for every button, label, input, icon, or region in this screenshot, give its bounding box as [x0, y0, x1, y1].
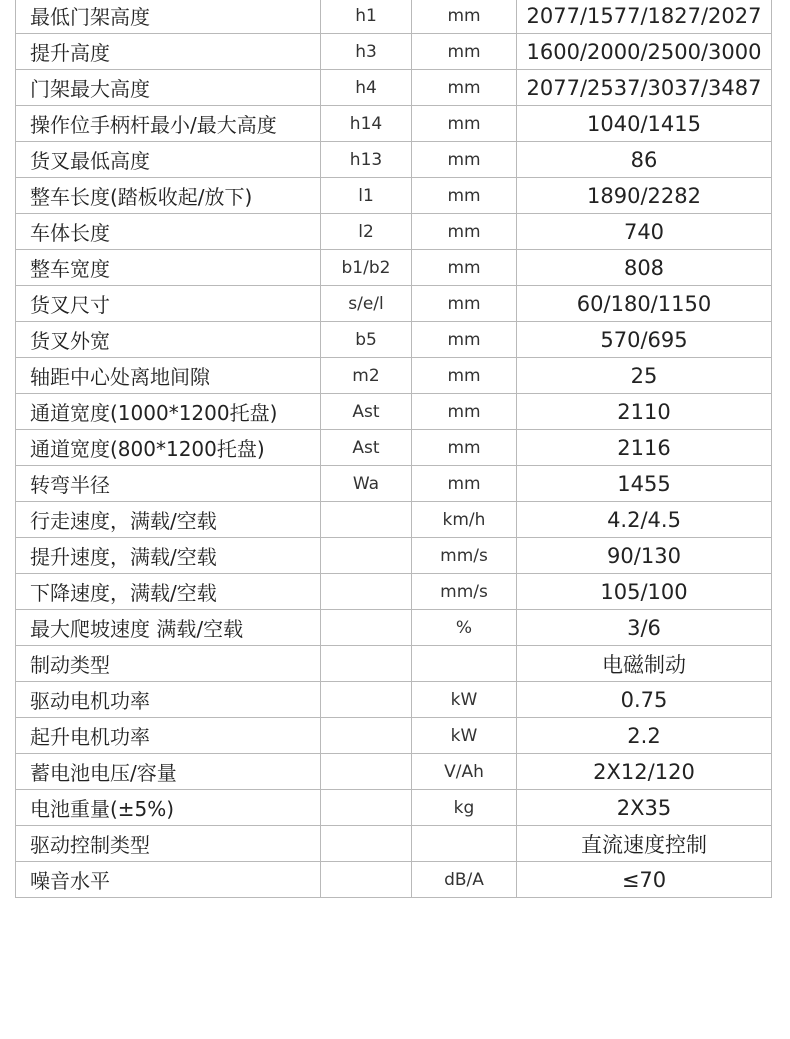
- value-cell: 3/6: [517, 610, 772, 646]
- value-cell: 105/100: [517, 574, 772, 610]
- value-cell: 25: [517, 358, 772, 394]
- symbol-cell: [321, 790, 412, 826]
- table-row: [16, 718, 772, 754]
- value-cell: 2116: [517, 430, 772, 466]
- param-name-cell: 制动类型: [16, 646, 321, 682]
- value-cell: 1040/1415: [517, 106, 772, 142]
- param-name-cell: 货叉最低高度: [16, 142, 321, 178]
- symbol-cell: h3: [321, 34, 412, 70]
- symbol-cell: [321, 502, 412, 538]
- symbol-cell: [321, 754, 412, 790]
- unit-cell: mm: [412, 70, 517, 106]
- symbol-cell: Ast: [321, 430, 412, 466]
- value-cell: 808: [517, 250, 772, 286]
- symbol-cell: h4: [321, 70, 412, 106]
- value-cell: 1455: [517, 466, 772, 502]
- param-name-cell: 提升速度，满载/空载: [16, 538, 321, 574]
- unit-cell: [412, 826, 517, 862]
- unit-cell: kg: [412, 790, 517, 826]
- unit-cell: dB/A: [412, 862, 517, 898]
- value-cell: 2077/1577/1827/2027: [517, 0, 772, 34]
- table-row: [16, 574, 772, 610]
- param-name-cell: 轴距中心处离地间隙: [16, 358, 321, 394]
- unit-cell: %: [412, 610, 517, 646]
- param-name-cell: 起升电机功率: [16, 718, 321, 754]
- value-cell: 1890/2282: [517, 178, 772, 214]
- value-cell: 570/695: [517, 322, 772, 358]
- unit-cell: km/h: [412, 502, 517, 538]
- symbol-cell: m2: [321, 358, 412, 394]
- value-cell: 740: [517, 214, 772, 250]
- table-row: [16, 142, 772, 178]
- table-row: [16, 430, 772, 466]
- symbol-cell: h1: [321, 0, 412, 34]
- symbol-cell: b1/b2: [321, 250, 412, 286]
- table-row: [16, 286, 772, 322]
- param-name-cell: 整车长度(踏板收起/放下): [16, 178, 321, 214]
- unit-cell: mm: [412, 214, 517, 250]
- unit-cell: mm/s: [412, 538, 517, 574]
- table-row: [16, 106, 772, 142]
- unit-cell: mm: [412, 358, 517, 394]
- symbol-cell: [321, 862, 412, 898]
- table-row: [16, 34, 772, 70]
- symbol-cell: l2: [321, 214, 412, 250]
- symbol-cell: [321, 718, 412, 754]
- value-cell: ≤70: [517, 862, 772, 898]
- value-cell: 2077/2537/3037/3487: [517, 70, 772, 106]
- param-name-cell: 货叉外宽: [16, 322, 321, 358]
- table-row: [16, 610, 772, 646]
- value-cell: 86: [517, 142, 772, 178]
- value-cell: 2.2: [517, 718, 772, 754]
- table-row: [16, 394, 772, 430]
- symbol-cell: l1: [321, 178, 412, 214]
- value-cell: 2X35: [517, 790, 772, 826]
- unit-cell: mm: [412, 250, 517, 286]
- unit-cell: mm: [412, 106, 517, 142]
- param-name-cell: 驱动控制类型: [16, 826, 321, 862]
- symbol-cell: h13: [321, 142, 412, 178]
- table-row: [16, 862, 772, 898]
- param-name-cell: 电池重量(±5%): [16, 790, 321, 826]
- unit-cell: V/Ah: [412, 754, 517, 790]
- value-cell: 0.75: [517, 682, 772, 718]
- symbol-cell: [321, 646, 412, 682]
- param-name-cell: 行走速度，满载/空载: [16, 502, 321, 538]
- table-row: [16, 0, 772, 34]
- spec-table-body: [16, 0, 772, 898]
- unit-cell: mm: [412, 34, 517, 70]
- unit-cell: kW: [412, 682, 517, 718]
- param-name-cell: 货叉尺寸: [16, 286, 321, 322]
- table-row: [16, 682, 772, 718]
- unit-cell: mm: [412, 394, 517, 430]
- param-name-cell: 最低门架高度: [16, 0, 321, 34]
- param-name-cell: 提升高度: [16, 34, 321, 70]
- symbol-cell: b5: [321, 322, 412, 358]
- param-name-cell: 通道宽度(1000*1200托盘): [16, 394, 321, 430]
- unit-cell: kW: [412, 718, 517, 754]
- symbol-cell: [321, 538, 412, 574]
- unit-cell: mm: [412, 322, 517, 358]
- value-cell: 90/130: [517, 538, 772, 574]
- table-row: [16, 250, 772, 286]
- table-row: [16, 502, 772, 538]
- symbol-cell: Wa: [321, 466, 412, 502]
- symbol-cell: h14: [321, 106, 412, 142]
- table-row: [16, 214, 772, 250]
- unit-cell: mm: [412, 466, 517, 502]
- param-name-cell: 驱动电机功率: [16, 682, 321, 718]
- param-name-cell: 通道宽度(800*1200托盘): [16, 430, 321, 466]
- unit-cell: mm: [412, 0, 517, 34]
- table-row: [16, 790, 772, 826]
- table-row: [16, 358, 772, 394]
- value-cell: 60/180/1150: [517, 286, 772, 322]
- symbol-cell: Ast: [321, 394, 412, 430]
- value-cell: 直流速度控制: [517, 826, 772, 862]
- symbol-cell: [321, 826, 412, 862]
- unit-cell: mm: [412, 286, 517, 322]
- param-name-cell: 噪音水平: [16, 862, 321, 898]
- symbol-cell: [321, 610, 412, 646]
- unit-cell: [412, 646, 517, 682]
- table-row: [16, 70, 772, 106]
- spec-table: [15, 0, 772, 898]
- table-row: [16, 178, 772, 214]
- table-row: [16, 538, 772, 574]
- param-name-cell: 最大爬坡速度 满载/空载: [16, 610, 321, 646]
- symbol-cell: [321, 682, 412, 718]
- value-cell: 2X12/120: [517, 754, 772, 790]
- value-cell: 4.2/4.5: [517, 502, 772, 538]
- param-name-cell: 车体长度: [16, 214, 321, 250]
- unit-cell: mm: [412, 178, 517, 214]
- table-row: [16, 466, 772, 502]
- param-name-cell: 门架最大高度: [16, 70, 321, 106]
- param-name-cell: 整车宽度: [16, 250, 321, 286]
- value-cell: 1600/2000/2500/3000: [517, 34, 772, 70]
- table-row: [16, 646, 772, 682]
- symbol-cell: [321, 574, 412, 610]
- unit-cell: mm: [412, 142, 517, 178]
- table-row: [16, 322, 772, 358]
- param-name-cell: 蓄电池电压/容量: [16, 754, 321, 790]
- param-name-cell: 转弯半径: [16, 466, 321, 502]
- table-row: [16, 754, 772, 790]
- value-cell: 电磁制动: [517, 646, 772, 682]
- symbol-cell: s/e/l: [321, 286, 412, 322]
- unit-cell: mm: [412, 430, 517, 466]
- table-row: [16, 826, 772, 862]
- value-cell: 2110: [517, 394, 772, 430]
- unit-cell: mm/s: [412, 574, 517, 610]
- param-name-cell: 操作位手柄杆最小/最大高度: [16, 106, 321, 142]
- param-name-cell: 下降速度，满载/空载: [16, 574, 321, 610]
